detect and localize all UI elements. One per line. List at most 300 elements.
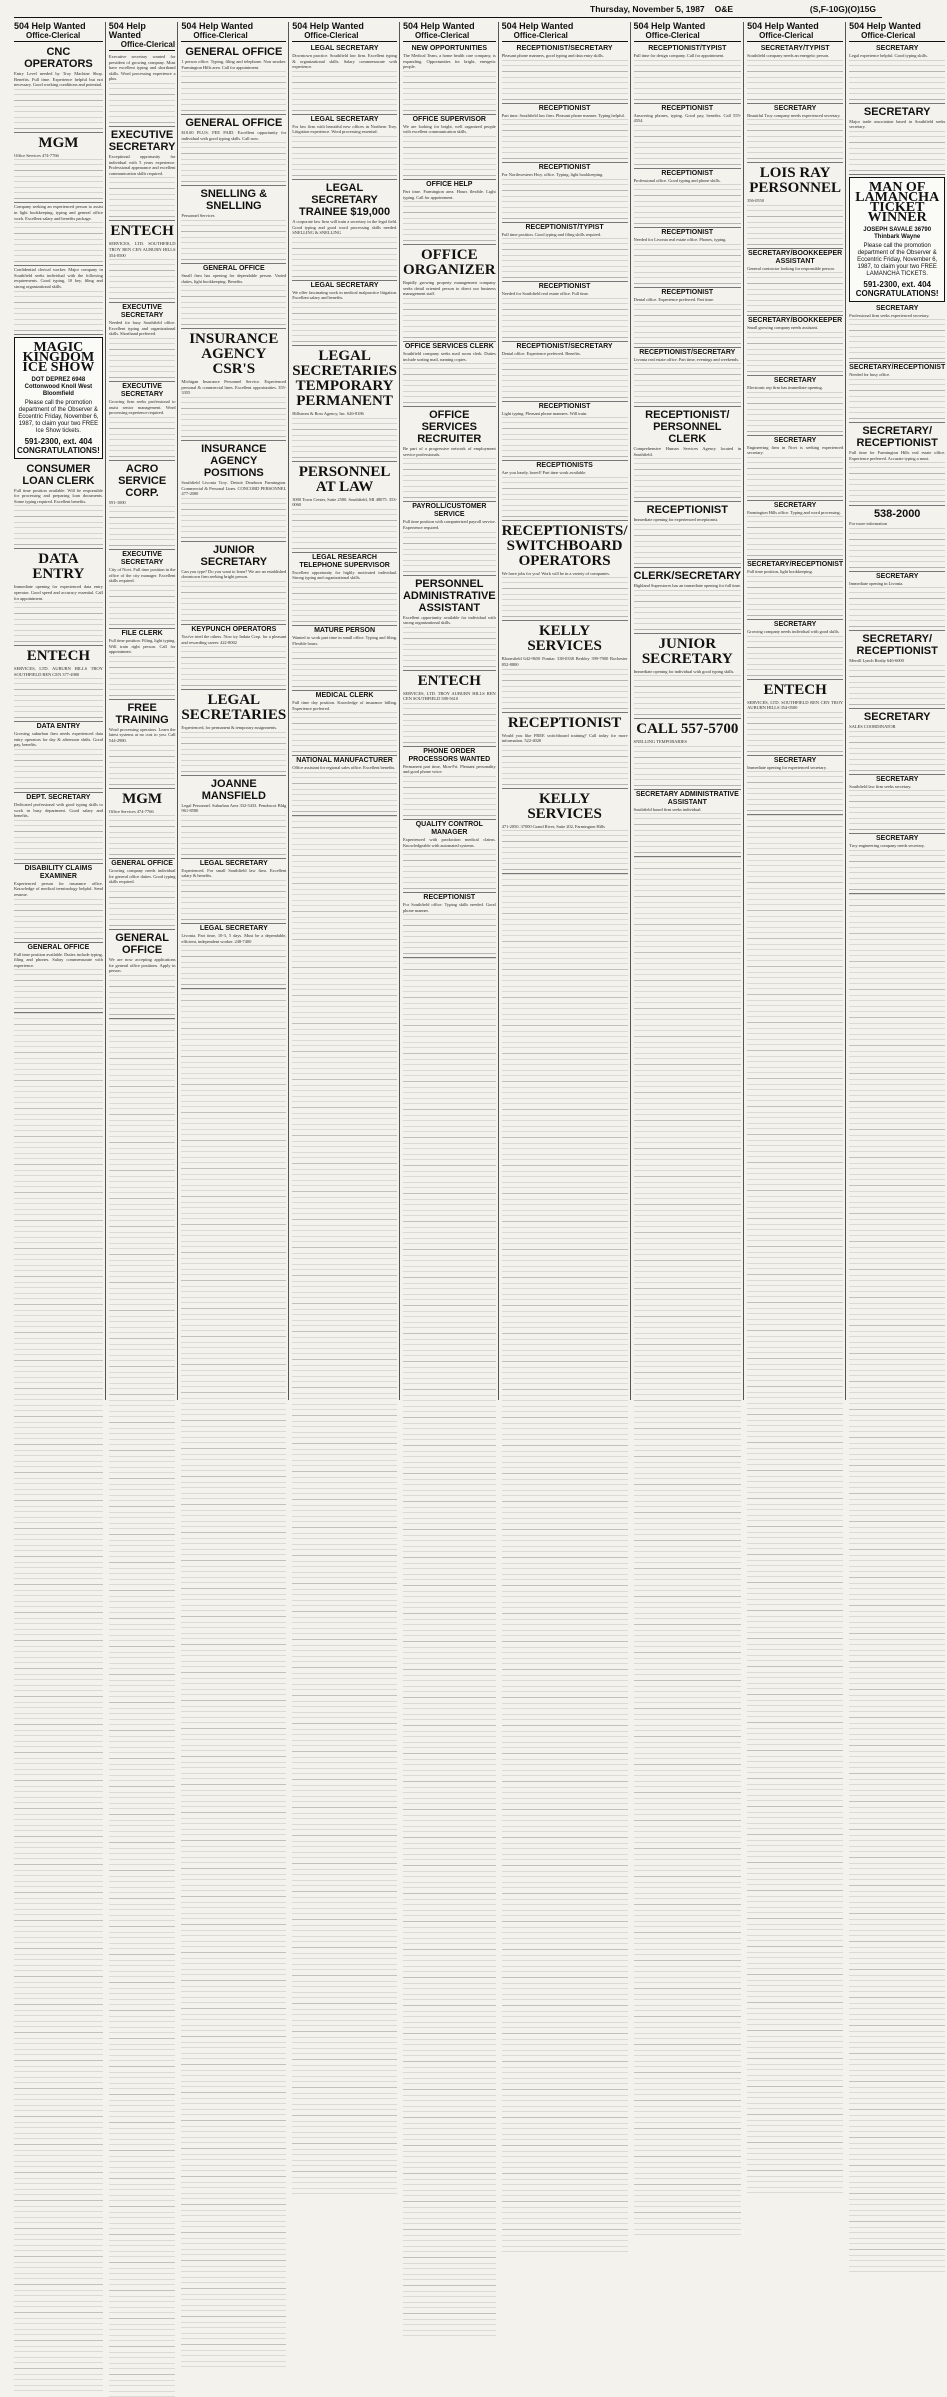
ad-body: Professional firm seeks experienced secretary. [849, 312, 930, 318]
classified-ad [634, 719, 742, 790]
ad-body: Immediate opening for experienced data entry operator. Good speed and accuracy essential. Call for appointment. [14, 584, 103, 601]
announcement-title: MAGIC KINGDOM ICE SHOW [22, 339, 95, 375]
ad-text-lines [109, 745, 176, 785]
ad-text-lines [849, 587, 945, 627]
ad-text-lines [849, 462, 945, 502]
ad-body: Needed for Livonia real estate office. Phones, typing. [633, 237, 727, 243]
ad-text-lines [634, 363, 742, 403]
ad-body: Can you type? Do you want to learn? We are an established downtown firm seeking bright person. [181, 568, 287, 580]
ad-body: Professional office. Good typing and phone skills. [633, 177, 721, 183]
ad-text-lines [109, 815, 176, 855]
ad-text-lines [747, 205, 843, 245]
ad-body: Excellent opportunity for highly motivated individual. Strong typing and organizational skills. [292, 569, 397, 581]
classified-ad [14, 44, 103, 133]
ad-title: SECRETARY/BOOKKEEPER [748, 317, 843, 325]
ad-body: Electronic rep firm has immediate opening. [747, 384, 823, 390]
classified-ad [849, 572, 945, 632]
classified-column [292, 22, 400, 1400]
announcement-instructions: Please call the promotion department of the Observer & Eccentric Friday, November 6, 1987, to claim your two FREE LAMANCHA TICKETS. [857, 242, 938, 277]
ad-text-lines [747, 771, 843, 811]
ad-title: DATA ENTRY [32, 551, 85, 583]
column-heading-subtitle: Office-Clerical [759, 31, 814, 40]
ad-body: Full time position. Filing, light typing. Will train right person. Call for appointment. [108, 638, 176, 655]
ad-body: We are looking for bright, well organized people with excellent communication skills. [402, 123, 496, 135]
ad-text-lines [634, 125, 742, 165]
classified-ad [747, 104, 843, 164]
ad-title: SECRETARY [773, 501, 817, 509]
classified-ad [403, 44, 496, 115]
ad-title: LEGAL SECRETARIES TEMPORARY PERMANENT [292, 347, 397, 409]
ad-text-lines [181, 142, 286, 182]
classified-ad [634, 502, 742, 568]
ad-text-lines [403, 136, 496, 176]
column-heading-title: 504 Help Wanted [747, 21, 819, 31]
ad-text-lines [634, 746, 742, 786]
ad-text-lines [403, 298, 496, 338]
ad-text-lines [849, 528, 945, 568]
classified-ad [849, 506, 945, 572]
ad-body: Legal Personnel. Suburban Area 332-5433. Penobscot Bldg 961-8580 [181, 802, 287, 814]
ad-body: Part time. Southfield law firm. Pleasant phone manner. Typing helpful. [501, 112, 625, 118]
classified-column [502, 22, 631, 1400]
ad-title: QUALITY CONTROL MANAGER [415, 821, 483, 837]
ad-body: The Medical Team, a home health care company, is expanding. Opportunities for bright, energetic people. [402, 53, 496, 70]
ad-body: Highland Superstores has an immediate opening for full time. [633, 582, 741, 588]
ad-title: FREE TRAINING [115, 701, 169, 726]
classified-ad [502, 104, 628, 164]
ad-title: RECEPTIONIST/SECRETARY [516, 342, 613, 350]
ad-title: SECRETARY/RECEPTIONIST [849, 364, 946, 372]
classified-ad [109, 789, 176, 860]
ad-title: PERSONNEL ADMINISTRATIVE ASSISTANT [402, 577, 496, 614]
column-heading-title: 504 Help Wanted [292, 21, 364, 31]
ad-body: Full time position available. Will be responsible for processing and preparing loan documents. Some typing required. Excellent benefits. [14, 487, 103, 504]
classified-ad [14, 133, 103, 204]
header-code: (S,F-10G)(O)15G [809, 4, 876, 14]
ad-body: Southfield based firm seeks individual. [633, 806, 702, 812]
column-heading-title: 504 Help Wanted [14, 21, 86, 31]
ad-body: Full time position available. Duties include typing, filing and phones. Salary commensurate with experience. [14, 951, 103, 968]
ad-body: Southfield Livonia Troy. Detroit Dearborn Farmington. Commercial & Personal Lines. CONCORD PERSONNEL 477-2000 [181, 479, 287, 497]
ad-title: SECRETARY [863, 105, 931, 118]
ad-text-lines [109, 506, 176, 546]
ad-body: SERVICES, LTD. AUBURN HILLS TROY SOUTHFIELD REN CEN 377-4980 [14, 666, 103, 677]
classified-ad [403, 407, 496, 502]
column-heading-title: 504 Help Wanted [181, 21, 254, 31]
classified-ad [634, 407, 742, 502]
classified-ad [14, 549, 103, 646]
ad-text-lines [181, 880, 286, 920]
ad-body: Small firm has opening for dependable person. Varied duties, light bookkeeping. Benefits. [181, 272, 287, 284]
ad-text-lines [181, 945, 286, 985]
ad-body: 356-0550 [747, 198, 764, 204]
ad-body: You've tried the others. Now try Indata Corp. for a pleasant and rewarding career. 422-8002 [181, 633, 287, 645]
ad-title: SECRETARY [773, 436, 817, 444]
classified-ad [292, 115, 397, 180]
ad-text-lines [849, 379, 945, 419]
column-heading [747, 22, 843, 42]
ad-body: Confidential clerical worker. Major company in Southfield seeks individual with the following requirements. Good typing, 10 key, filing and strong organizational skills. [14, 267, 103, 289]
classified-ad [181, 690, 286, 776]
classified-column [634, 22, 745, 1400]
ad-title: SECRETARY [875, 45, 919, 52]
ad-title: SECRETARY [875, 304, 919, 312]
ad-title: CNC OPERATORS [24, 46, 93, 70]
ad-title: SECRETARY [875, 775, 919, 783]
ad-title: INSURANCE AGENCY POSITIONS [201, 442, 267, 479]
classified-ad [747, 436, 843, 501]
ad-body: Needed for Southfield real estate office. Full time. [501, 291, 589, 297]
column-heading [502, 22, 628, 42]
ad-text-lines [634, 524, 742, 564]
ad-body: Needed for busy Southfield office. Excellent typing and organizational skills. Shorthand preferred. [108, 320, 176, 337]
ad-title: EXECUTIVE SECRETARY [120, 551, 164, 567]
ad-body: SERVICES, LTD. SOUTHFIELD REN CEN TROY AUBURN HILLS 354-0500 [747, 699, 844, 711]
ad-text-lines [747, 392, 843, 432]
ad-body: Personnel Services [181, 213, 215, 219]
classified-ad [14, 646, 103, 722]
ad-title: 538-2000 [873, 508, 921, 521]
ad-title: RECEPTIONIST/TYPIST [525, 223, 604, 231]
ad-text-lines [403, 201, 496, 241]
classified-ad [634, 44, 742, 104]
ad-title: KEYPUNCH OPERATORS [191, 625, 277, 633]
ad-text-lines [109, 585, 176, 625]
ad-text-lines [849, 850, 945, 890]
classified-ad [502, 282, 628, 342]
ad-text-lines [292, 712, 397, 752]
classified-ad [849, 304, 945, 364]
ad-title: KELLY SERVICES [527, 790, 602, 822]
ad-title: GENERAL OFFICE [27, 943, 90, 951]
ad-body: Legal experience helpful. Good typing skills. [849, 53, 928, 58]
ad-text-lines [502, 60, 628, 100]
ad-title: SECRETARY [773, 376, 817, 384]
ad-text-lines [14, 899, 103, 939]
ad-body: Full time position with computerized payroll service. Experience required. [402, 519, 496, 530]
classified-ad [181, 264, 286, 329]
ad-body: Southfield company needs an energetic person. [747, 53, 830, 58]
ad-body: For Northwestern Hwy. office. Typing, light bookkeeping. [501, 172, 604, 178]
ad-text-lines [502, 417, 628, 457]
ad-body: Merrill Lynch Realty 646-6000 [849, 658, 904, 664]
classified-ad [181, 186, 286, 264]
ad-body: General contractor looking for responsible person. [747, 265, 835, 271]
classified-ad [747, 756, 843, 816]
classified-ad [849, 423, 945, 506]
ad-text-lines [502, 477, 628, 517]
ad-body: Experienced, for permanent & temporary assignments. [181, 725, 277, 731]
ad-text-lines [292, 772, 397, 812]
announcement-winner: JOSEPH SAVALE 36790 Thinbark Wayne [863, 226, 932, 240]
ad-title: JUNIOR SECRETARY [641, 635, 733, 667]
ad-text-lines [403, 458, 496, 498]
column-heading-subtitle: Office-Clerical [414, 31, 470, 40]
ad-body: Would you like FREE switchboard training? Call today for more information. 522-4020 [501, 732, 628, 744]
ad-title: RECEPTIONIST [507, 714, 622, 731]
ad-text-lines [109, 177, 176, 217]
column-fill-text [403, 958, 496, 2336]
ad-body: Troy engineering company needs secretary. [849, 843, 925, 849]
ad-title: RECEPTIONIST/ PERSONNEL CLERK [645, 409, 730, 446]
classified-ad [109, 930, 176, 1019]
ad-body: Rapidly growing property management company seeks detail oriented person to direct our business management staff. [402, 280, 496, 297]
column-heading-subtitle: Office-Clerical [26, 31, 81, 40]
ad-body: A corporate law firm will train a secretary in the legal field. Good typing and good word processing skills needed. SNELLING & SNELLING [292, 218, 397, 236]
ad-text-lines [502, 830, 628, 870]
classified-ad [292, 346, 397, 462]
classified-ad [502, 621, 628, 712]
ad-text-lines [14, 969, 103, 1009]
ad-title: LEGAL SECRETARY [199, 925, 268, 933]
column-heading-subtitle: Office-Clerical [513, 31, 568, 40]
ad-text-lines [403, 71, 496, 111]
column-fill-text [14, 1013, 103, 2391]
boxed-announcement [14, 337, 103, 459]
ad-text-lines [849, 60, 945, 100]
classified-ad [502, 713, 628, 789]
classified-ad [181, 329, 286, 441]
classified-ad [502, 789, 628, 875]
classified-ad [849, 44, 945, 104]
ad-title: GENERAL OFFICE [111, 860, 173, 868]
ad-title: ENTECH [26, 648, 91, 665]
ad-title: OFFICE HELP [426, 180, 473, 188]
ad-title: LEGAL RESEARCH TELEPHONE SUPERVISOR [299, 553, 390, 569]
ad-text-lines [14, 89, 103, 129]
ad-title: LEGAL SECRETARY [310, 115, 379, 123]
classified-ad [181, 776, 286, 859]
ad-body: Executive secretary wanted for president of growing company. Must have excellent typing and shorthand skills. Word processing experience a plus. [108, 54, 176, 82]
classified-ad [109, 53, 176, 127]
classified-ad [634, 568, 742, 634]
column-heading-subtitle: Office-Clerical [861, 31, 916, 40]
ad-body: Experienced with production medical claims. Knowledgeable with automated systems. [402, 837, 496, 848]
classified-ad [634, 348, 742, 408]
ad-title: RECEPTIONIST/SECRETARY [516, 45, 613, 52]
ad-text-lines [109, 975, 176, 1015]
ad-title: SECRETARY [773, 756, 817, 764]
ad-title: LOIS RAY PERSONNEL [749, 165, 841, 197]
ad-text-lines [747, 457, 843, 497]
ad-title: EXECUTIVE SECRETARY [120, 382, 164, 398]
ad-title: MEDICAL CLERK [315, 692, 374, 700]
classified-ad [849, 709, 945, 775]
ad-title: LEGAL SECRETARY [199, 859, 268, 867]
header-date: Thursday, November 5, 1987 [590, 4, 705, 14]
ad-text-lines [292, 71, 397, 111]
ad-title: RECEPTIONIST/SECRETARY [639, 348, 736, 356]
ad-title: MATURE PERSON [314, 626, 376, 634]
column-heading [849, 22, 945, 42]
ad-text-lines [403, 849, 496, 889]
ad-text-lines [181, 581, 286, 621]
ad-title: DEPT. SECRETARY [26, 794, 91, 802]
ad-body: We offer fascinating work in medical malpractice litigation. Excellent salary and benefits. [292, 289, 397, 301]
ad-title: GENERAL OFFICE [202, 264, 265, 272]
ad-text-lines [634, 675, 742, 715]
classified-column [849, 22, 947, 1400]
ad-text-lines [634, 244, 742, 284]
ad-body: Major trade association based in Southfield seeks secretary. [849, 118, 946, 130]
classified-columns [14, 21, 946, 1400]
column-fill-text [292, 816, 397, 2194]
classified-ad [403, 671, 496, 747]
classified-ad [634, 228, 742, 288]
ad-title: OFFICE SUPERVISOR [412, 115, 486, 123]
classified-ad [502, 461, 628, 521]
column-fill-text [109, 1019, 176, 2397]
classified-column [181, 22, 289, 1400]
ad-body: Southfield company seeks mail room clerk. Duties include sorting mail, running copies. [402, 350, 496, 362]
classified-ad [14, 266, 103, 334]
ad-body: Immediate opening in Livonia. [849, 580, 904, 586]
ad-body: We have jobs for you! Work will be in a variety of companies. [501, 570, 610, 576]
ad-title: GENERAL OFFICE [185, 46, 283, 58]
ad-text-lines [747, 60, 843, 100]
ad-title: SECRETARY/ RECEPTIONIST [856, 424, 938, 449]
ad-text-lines [502, 179, 628, 219]
ad-body: For law firm with beautiful new offices in Northern Troy. Litigation experience. Word processing essential. [292, 123, 397, 135]
classified-ad [634, 169, 742, 229]
ad-title: FILE CLERK [121, 630, 163, 638]
ad-body: Livonia real estate office. Part time, evenings and weekends. [633, 356, 739, 362]
ad-body: SNELLING TEMPORARIES [633, 739, 687, 745]
classified-ad [849, 363, 945, 423]
classified-ad [292, 44, 397, 115]
ad-title: GENERAL OFFICE [185, 117, 283, 130]
ad-text-lines [292, 237, 397, 277]
ad-body: SERVICES, LTD. SOUTHFIELD TROY REN CEN AUBURN HILLS 354-0500 [108, 241, 176, 258]
ad-body: Livonia. Part time, 10-3, 5 days. Must be a dependable, efficient, independent worker. 248-7400 [181, 933, 287, 944]
ad-body: Full time for design company. Call for appointment. [633, 53, 725, 58]
ad-text-lines [109, 83, 176, 123]
ad-title: RECEPTIONIST/TYPIST [648, 45, 727, 52]
ad-title: PAYROLL/CUSTOMER SERVICE [412, 503, 487, 519]
ad-text-lines [109, 259, 176, 299]
ad-title: SECRETARY [875, 835, 919, 843]
ad-title: SECRETARY/TYPIST [760, 45, 830, 52]
ad-text-lines [181, 220, 286, 260]
ad-body: For Southfield office. Typing skills needed. Good phone manner. [402, 902, 496, 913]
ad-text-lines [181, 815, 286, 855]
ad-title: LEGAL SECRETARY [310, 281, 379, 289]
ad-body: Needed for busy office. [849, 372, 891, 378]
column-heading-subtitle: Office-Clerical [193, 31, 248, 40]
ad-body: Growing suburban firm needs experienced data entry operators for day & afternoon shifts. Good pay, benefits. [14, 731, 103, 748]
ad-text-lines [181, 498, 286, 538]
ad-text-lines [14, 820, 103, 860]
classified-ad [502, 342, 628, 402]
ad-body: SALES COORDINATOR [849, 723, 896, 729]
classified-ad [747, 501, 843, 561]
ad-body: Full time day position. Knowledge of insurance billing. Experience preferred. [292, 700, 397, 711]
ad-body: Full time for Farmington Hills real estate office. Experience preferred. Accurate typing a must. [849, 449, 946, 461]
ad-title: JUNIOR SECRETARY [200, 543, 268, 568]
classified-ad [109, 461, 176, 551]
announcement-phone: 591-2300, ext. 404 CONGRATULATIONS! [855, 279, 939, 298]
ad-body: Downtown practice. Southfield law firm. Excellent typing & organizational skills. Salary commensurate with experience. [292, 53, 397, 70]
ad-body: Southfield law firm seeks secretary. [849, 783, 912, 789]
ad-text-lines [14, 678, 103, 718]
classified-ad [181, 441, 286, 542]
classified-ad [14, 461, 103, 550]
ad-body: Dental office. Experience preferred. Part time. [633, 296, 714, 302]
ad-text-lines [14, 602, 103, 642]
ad-body: Experienced. For small Southfield law firm. Excellent salary & benefits. [181, 867, 287, 879]
ad-body: SERVICES, LTD. TROY AUBURN HILLS REN CEN SOUTHFIELD 588-5610 [402, 690, 496, 702]
ad-body: Permanent part time, Mon-Fri. Pleasant personality and good phone voice. [402, 763, 496, 775]
classified-ad [403, 342, 496, 407]
ad-text-lines [634, 184, 742, 224]
ad-body: Hillstrom & Ross Agency, Inc. 626-8186 [292, 410, 364, 416]
ad-text-lines [502, 238, 628, 278]
column-heading [181, 22, 286, 42]
ad-body: Beautiful Troy company needs experienced secretary. [747, 112, 841, 118]
classified-ad [14, 203, 103, 266]
ad-text-lines [849, 131, 945, 171]
column-heading [14, 22, 103, 42]
ad-body: Pleasant phone manners, good typing and data entry skills. [501, 53, 604, 58]
classified-ad [747, 376, 843, 436]
ad-title: LEGAL SECRETARIES [181, 692, 287, 724]
ad-body: Exceptional opportunity for individual with 5 years experience. Professional appearance and excellent communication skills required. [108, 153, 176, 176]
classified-ad [403, 115, 496, 180]
ad-text-lines [181, 285, 286, 325]
ad-title: RECEPTIONIST [538, 402, 591, 410]
ad-text-lines [181, 646, 286, 686]
classified-ad [747, 316, 843, 376]
ad-text-lines [403, 776, 496, 816]
ad-text-lines [292, 509, 397, 549]
ad-title: SECRETARY/BOOKKEEPER ASSISTANT [748, 249, 843, 265]
ad-body: Engineering firm in Novi is seeking experienced secretary. [747, 444, 844, 456]
classified-ad [747, 249, 843, 317]
ad-text-lines [634, 60, 742, 100]
classified-ad [181, 924, 286, 989]
classified-ad [747, 680, 843, 756]
classified-ad [292, 756, 397, 816]
classified-column [14, 22, 106, 1400]
ad-body: Bloomfield 642-9650 Pontiac 338-0338 Berkley 399-7900 Rochester 852-8800 [501, 656, 628, 667]
ad-body: Dental office. Experience preferred. Benefits. [501, 350, 581, 356]
announcement-winner: DOT DEPREZ 6948 Cottonwood Knoll West Bloomfield [24, 376, 93, 397]
classified-ad [849, 834, 945, 894]
ad-text-lines [502, 298, 628, 338]
ad-title: OFFICE ORGANIZER [403, 247, 496, 279]
ad-title: RECEPTIONIST [661, 229, 714, 237]
column-heading [109, 22, 176, 51]
ad-title: RECEPTIONIST [661, 288, 714, 296]
column-fill-text [181, 989, 286, 2367]
ad-text-lines [292, 647, 397, 687]
ad-body: Are you lonely, bored? Part time work available. [501, 470, 587, 476]
ad-title: LEGAL SECRETARY [310, 45, 379, 52]
column-heading [634, 22, 742, 42]
ad-text-lines [634, 458, 742, 498]
ad-title: RECEPTIONIST [423, 894, 476, 902]
ad-text-lines [634, 304, 742, 344]
ad-title: OFFICE SERVICES CLERK [404, 342, 494, 350]
classified-ad [109, 221, 176, 303]
classified-ad [109, 382, 176, 461]
ad-text-lines [292, 418, 397, 458]
ad-title: EXECUTIVE SECRETARY [120, 304, 164, 320]
ad-title: RECEPTIONIST [538, 283, 591, 291]
classified-ad [849, 104, 945, 175]
classified-ad [109, 127, 176, 221]
classified-ad [109, 550, 176, 629]
